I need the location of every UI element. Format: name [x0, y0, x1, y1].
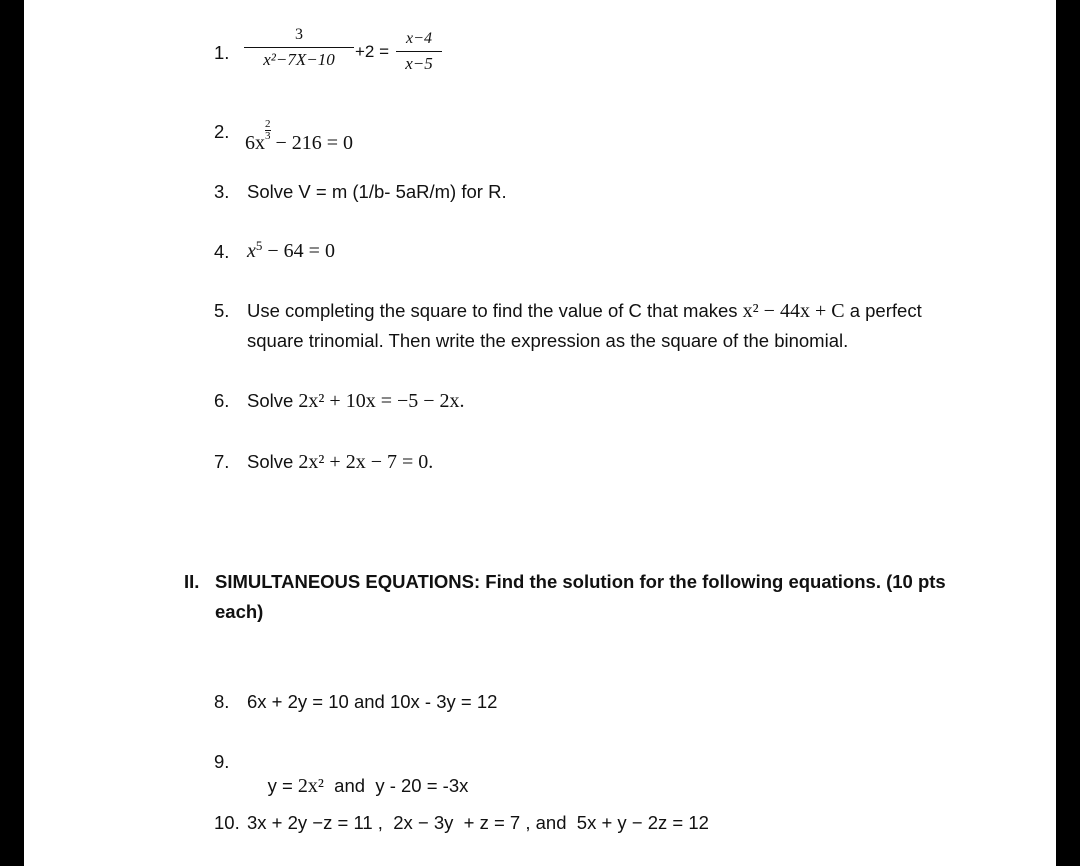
item-7-label: Solve — [247, 451, 299, 472]
item-5-text-b: a perfect — [844, 300, 922, 321]
fraction-bar — [244, 47, 354, 48]
item-6-line — [247, 389, 465, 413]
item-5-number: 5. — [214, 300, 230, 321]
item-8-text: 6x + 2y = 10 and 10x - 3y = 12 — [247, 691, 498, 712]
item-9-text-a: y = — [267, 775, 298, 796]
item-6-number: 6. — [214, 390, 230, 411]
item-2-exp-den: 3 — [265, 130, 271, 142]
item-7-number: 7. — [214, 451, 230, 472]
item-1-rhs-numerator: x−4 — [406, 30, 432, 47]
item-2-equation — [245, 119, 353, 155]
item-1-fraction-left — [244, 26, 354, 70]
item-5-line-1 — [247, 299, 922, 323]
item-4-equation — [247, 239, 335, 263]
section-2-heading-line-1: SIMULTANEOUS EQUATIONS: Find the solution for the following equations. (10 pts — [215, 571, 946, 592]
item-5-math: x² − 44x + C — [742, 300, 845, 322]
item-1-rhs-denominator: x−5 — [405, 54, 433, 73]
item-4-number: 4. — [214, 241, 230, 262]
item-3-text: Solve V = m (1/b- 5aR/m) for R. — [247, 181, 507, 202]
item-1-denominator: x²−7X−10 — [263, 50, 335, 69]
item-1-number: 1. — [214, 42, 230, 63]
item-9-number: 9. — [214, 751, 230, 772]
item-9-math: 2x² — [297, 775, 324, 797]
item-8-number: 8. — [214, 691, 230, 712]
item-7-math: 2x² + 2x − 7 = 0. — [298, 451, 434, 473]
item-5-line-2: square trinomial. Then write the expression as the square of the binomial. — [247, 330, 849, 351]
item-1-middle: +2 = — [355, 42, 390, 61]
item-10-number: 10. — [214, 812, 240, 833]
item-5-text-a: Use completing the square to find the value of C that makes — [247, 300, 743, 321]
section-2-heading-line-2: each) — [215, 601, 264, 622]
item-4-exponent: 5 — [255, 238, 263, 253]
item-4-rest: − 64 = 0 — [262, 240, 335, 262]
item-2-base: 6x — [245, 132, 265, 154]
item-1-fraction-right — [396, 30, 442, 74]
item-4-base: x — [247, 240, 256, 262]
item-7-line — [247, 450, 433, 474]
document-page — [24, 0, 1056, 866]
item-3-number: 3. — [214, 181, 230, 202]
section-2-heading — [215, 567, 985, 627]
item-9-text-b: and y - 20 = -3x — [323, 775, 469, 796]
item-2-number: 2. — [214, 121, 230, 142]
item-2-exp-num: 2 — [265, 118, 271, 130]
item-6-label: Solve — [247, 390, 299, 411]
item-1-numerator: 3 — [295, 26, 303, 43]
item-10-text: 3x + 2y −z = 11 , 2x − 3y + z = 7 , and 5x + y − 2z = 12 — [247, 812, 709, 833]
item-6-math: 2x² + 10x = −5 − 2x. — [298, 390, 465, 412]
section-2-numeral: II. — [184, 571, 200, 592]
fraction-bar — [396, 51, 442, 52]
item-2-rest: − 216 = 0 — [270, 132, 354, 154]
